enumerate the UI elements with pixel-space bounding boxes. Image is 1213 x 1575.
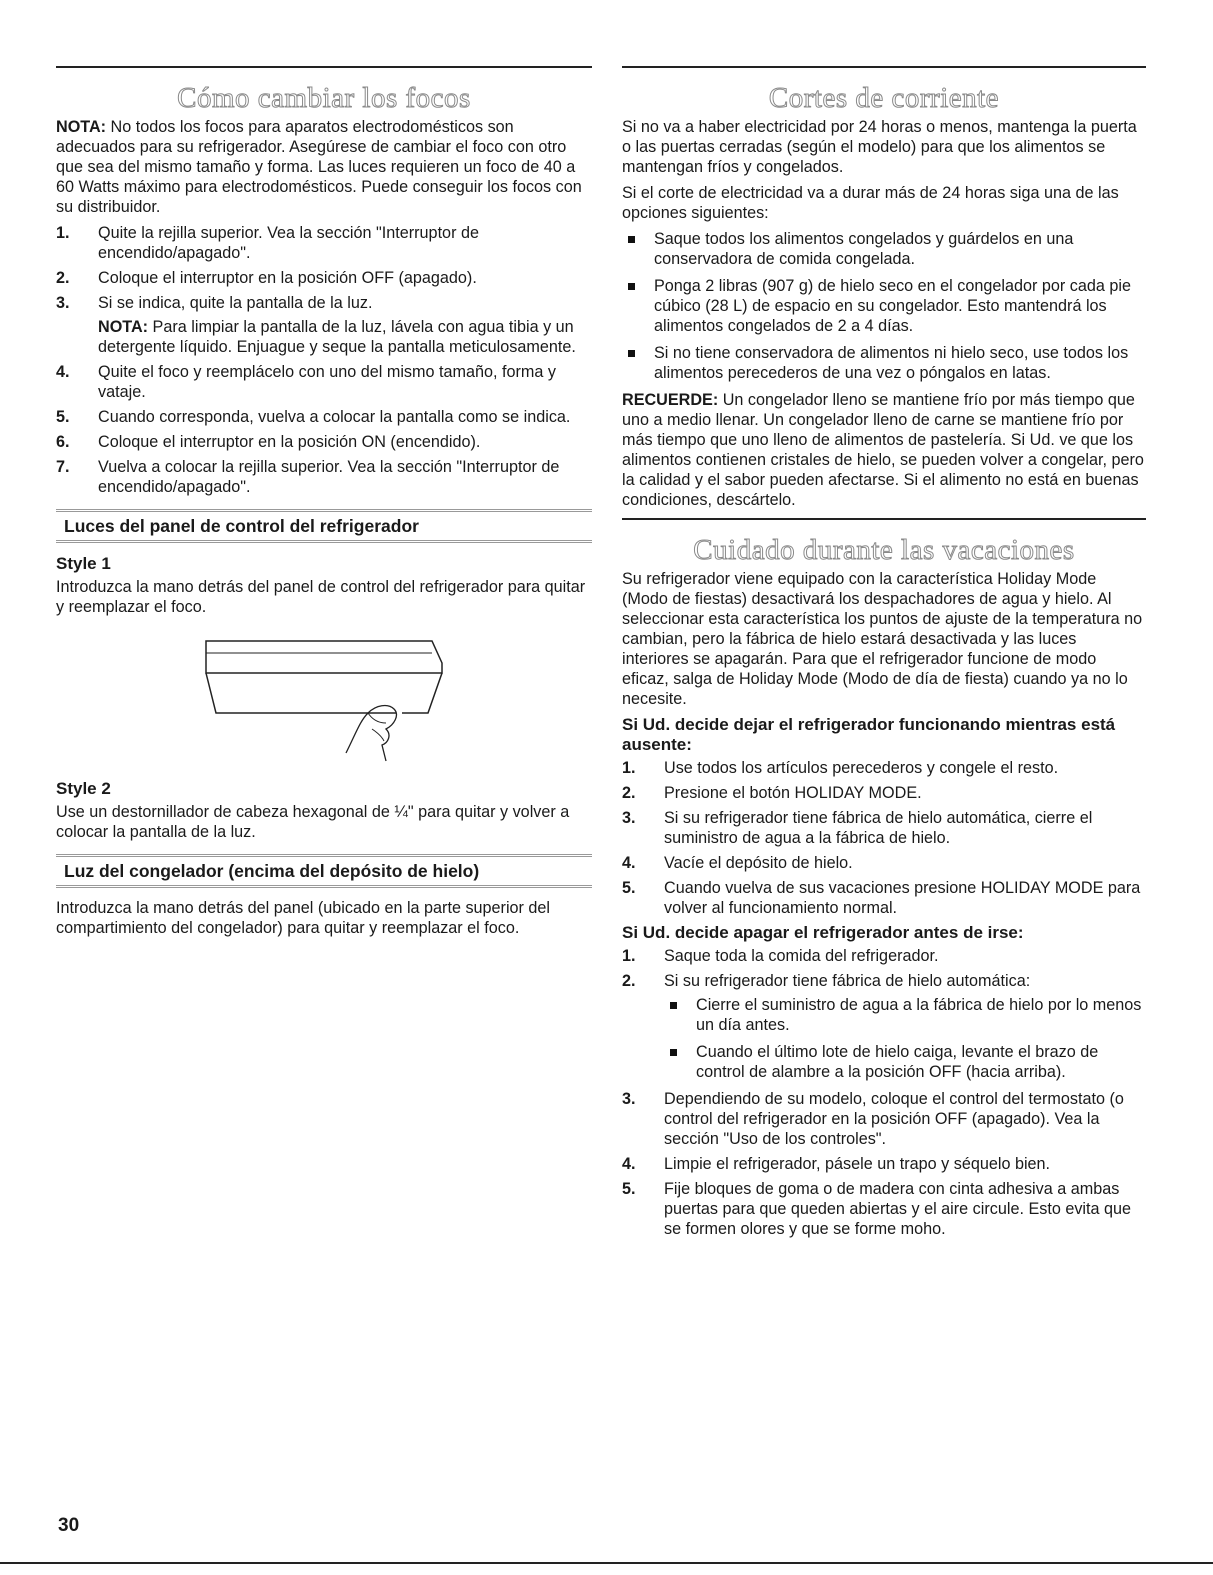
step-text: Si se indica, quite la pantalla de la luz. [98, 294, 373, 312]
section-title-outages: Cortes de corriente [768, 82, 1000, 114]
style1-heading: Style 1 [56, 554, 111, 573]
step-text: Saque toda la comida del refrigerador. [664, 947, 939, 965]
step-number: 4. [622, 854, 636, 872]
step-number: 4. [56, 363, 70, 381]
note-label: NOTA: [98, 318, 149, 336]
subheading-freezer-light [56, 854, 592, 888]
step-text: Limpie el refrigerador, pásele un trapo y séquelo bien. [664, 1155, 1051, 1173]
step-number: 1. [622, 759, 636, 777]
running-steps [622, 758, 1146, 918]
note-text: Para limpiar la pantalla de la luz, lávela con agua tibia y un detergente líquido. Enjuague y seque la pantalla meticulosamente. [98, 318, 576, 356]
step-text: Vuelva a colocar la rejilla superior. Vea la sección "Interruptor de encendido/apagado". [98, 458, 560, 496]
list-item [622, 1089, 1146, 1149]
freezer-text: Introduzca la mano detrás del panel (ubicado en la parte superior del compartimiento del congelador) para quitar y reemplazar el foco. [56, 899, 551, 937]
list-item [622, 853, 1146, 873]
list-item: Saque todos los alimentos congelados y guárdelos en una conservadora de comida congelada. [622, 229, 1146, 269]
list-item: Cierre el suministro de agua a la fábrica de hielo por lo menos un día antes. [664, 995, 1146, 1035]
step-text: Presione el botón HOLIDAY MODE. [664, 784, 922, 802]
list-item [56, 268, 592, 288]
step-number: 6. [56, 433, 70, 451]
step-note [98, 317, 592, 357]
remember-paragraph [622, 390, 1146, 510]
style1-text: Introduzca la mano detrás del panel de control del refrigerador para quitar y reemplazar el foco. [56, 578, 586, 616]
list-item [56, 457, 592, 497]
list-item [56, 293, 592, 357]
control-panel-illustration [196, 633, 456, 765]
step-number: 5. [622, 1180, 636, 1198]
step-text: Si su refrigerador tiene fábrica de hielo automática: [664, 972, 1031, 990]
step-text: Quite la rejilla superior. Vea la sección "Interruptor de encendido/apagado". [98, 224, 479, 262]
step-number: 7. [56, 458, 70, 476]
step-text: Coloque el interruptor en la posición OFF (apagado). [98, 269, 477, 287]
list-item [56, 432, 592, 452]
section-rule [56, 66, 592, 68]
section-title-vacation: Cuidado durante las vacaciones [693, 534, 1075, 566]
step-number: 2. [622, 784, 636, 802]
section-rule [622, 518, 1146, 520]
bulbs-note [56, 117, 592, 217]
section-rule [622, 66, 1146, 68]
list-item: Ponga 2 libras (907 g) de hielo seco en el congelador por cada pie cúbico (28 L) de espacio en su congelador. Esto mantendrá los alimentos congelados de 2 a 4 días. [622, 276, 1146, 336]
list-item: Si no tiene conservadora de alimentos ni hielo seco, use todos los alimentos perecederos de una vez o póngalos en latas. [622, 343, 1146, 383]
list-item [622, 783, 1146, 803]
list-item [622, 878, 1146, 918]
off-steps [622, 946, 1146, 1239]
step-text: Dependiendo de su modelo, coloque el control del termostato (o control del refrigerador en la posición OFF (apagado). Vea la sección "Uso de los controles". [664, 1090, 1124, 1148]
step-text: Si su refrigerador tiene fábrica de hielo automática, cierre el suministro de agua a la fábrica de hielo. [664, 809, 1093, 847]
step-text: Vacíe el depósito de hielo. [664, 854, 853, 872]
page-number: 30 [58, 1515, 80, 1536]
step-number: 2. [56, 269, 70, 287]
list-item [622, 1179, 1146, 1239]
step-number: 1. [56, 224, 70, 242]
step-number: 1. [622, 947, 636, 965]
running-heading: Si Ud. decide dejar el refrigerador funcionando mientras está ausente: [622, 715, 1116, 754]
remember-text: Un congelador lleno se mantiene frío por más tiempo que uno a medio llenar. Un congelador lleno de carne se mantiene frío por más tiempo que uno lleno de alimentos de pastelería. Si Ud. ve que los alimentos contienen cristales de hielo, se pueden volver a congelar, pero la calidad y el sabor pueden afectarse. Si el alimento no está en buenas condiciones, descártelo. [622, 391, 1144, 509]
step-number: 5. [622, 879, 636, 897]
left-column [56, 66, 592, 944]
subheading-control-panel [56, 509, 592, 543]
subheading-text: Luces del panel de control del refrigerador [64, 516, 419, 536]
section-title-bulbs: Cómo cambiar los focos [177, 82, 471, 114]
step-text: Use todos los artículos perecederos y congele el resto. [664, 759, 1059, 777]
list-item [622, 758, 1146, 778]
step-number: 3. [56, 294, 70, 312]
step-number: 2. [622, 972, 636, 990]
step-text: Coloque el interruptor en la posición ON (encendido). [98, 433, 481, 451]
outage-paragraph: Si no va a haber electricidad por 24 horas o menos, mantenga la puerta o las puertas cerradas (según el modelo) para que los alimentos se mantengan fríos y congelados. [622, 118, 1137, 176]
note-label: NOTA: [56, 118, 107, 136]
style2-heading: Style 2 [56, 779, 111, 798]
list-item [56, 223, 592, 263]
outage-options [622, 229, 1146, 383]
list-item [622, 1154, 1146, 1174]
bulb-steps [56, 223, 592, 497]
step-number: 3. [622, 1090, 636, 1108]
outage-paragraph: Si el corte de electricidad va a durar más de 24 horas siga una de las opciones siguientes: [622, 184, 1119, 222]
list-item [56, 362, 592, 402]
sub-bullets [664, 995, 1146, 1082]
list-item [622, 808, 1146, 848]
step-number: 5. [56, 408, 70, 426]
remember-label: RECUERDE: [622, 391, 719, 409]
footer-rule [0, 1562, 1213, 1564]
step-text: Quite el foco y reemplácelo con uno del mismo tamaño, forma y vataje. [98, 363, 556, 401]
note-text: No todos los focos para aparatos electrodomésticos son adecuados para su refrigerador. Asegúrese de cambiar el foco con otro que sea del mismo tamaño y forma. Las luces requieren un foco de 40 a 60 Watts máximo para electrodomésticos. Puede conseguir los focos con su distribuidor. [56, 118, 582, 216]
off-heading: Si Ud. decide apagar el refrigerador antes de irse: [622, 923, 1024, 942]
step-number: 4. [622, 1155, 636, 1173]
style2-text: Use un destornillador de cabeza hexagonal de ¼" para quitar y volver a colocar la pantalla de la luz. [56, 803, 570, 841]
vacation-paragraph: Su refrigerador viene equipado con la característica Holiday Mode (Modo de fiestas) desactivará los despachadores de agua y hielo. Al seleccionar esta característica los puntos de ajuste de la temperatura no cambian, pero la fábrica de hielo estará desactivada y las luces interiores se apagarán. Para que el refrigerador funcione de modo eficaz, salga de Holiday Mode (Modo de día de fiesta) cuando ya no lo necesite. [622, 570, 1143, 708]
subheading-text: Luz del congelador (encima del depósito de hielo) [64, 861, 480, 881]
step-text: Fije bloques de goma o de madera con cinta adhesiva a ambas puertas para que queden abiertas y el aire circule. Esto evita que se formen olores y que se forme moho. [664, 1180, 1132, 1238]
step-number: 3. [622, 809, 636, 827]
step-text: Cuando vuelva de sus vacaciones presione HOLIDAY MODE para volver al funcionamiento normal. [664, 879, 1141, 917]
list-item: Cuando el último lote de hielo caiga, levante el brazo de control de alambre a la posición OFF (hacia arriba). [664, 1042, 1146, 1082]
list-item [622, 971, 1146, 1082]
right-column [622, 66, 1146, 1244]
list-item [56, 407, 592, 427]
list-item [622, 946, 1146, 966]
step-text: Cuando corresponda, vuelva a colocar la pantalla como se indica. [98, 408, 571, 426]
